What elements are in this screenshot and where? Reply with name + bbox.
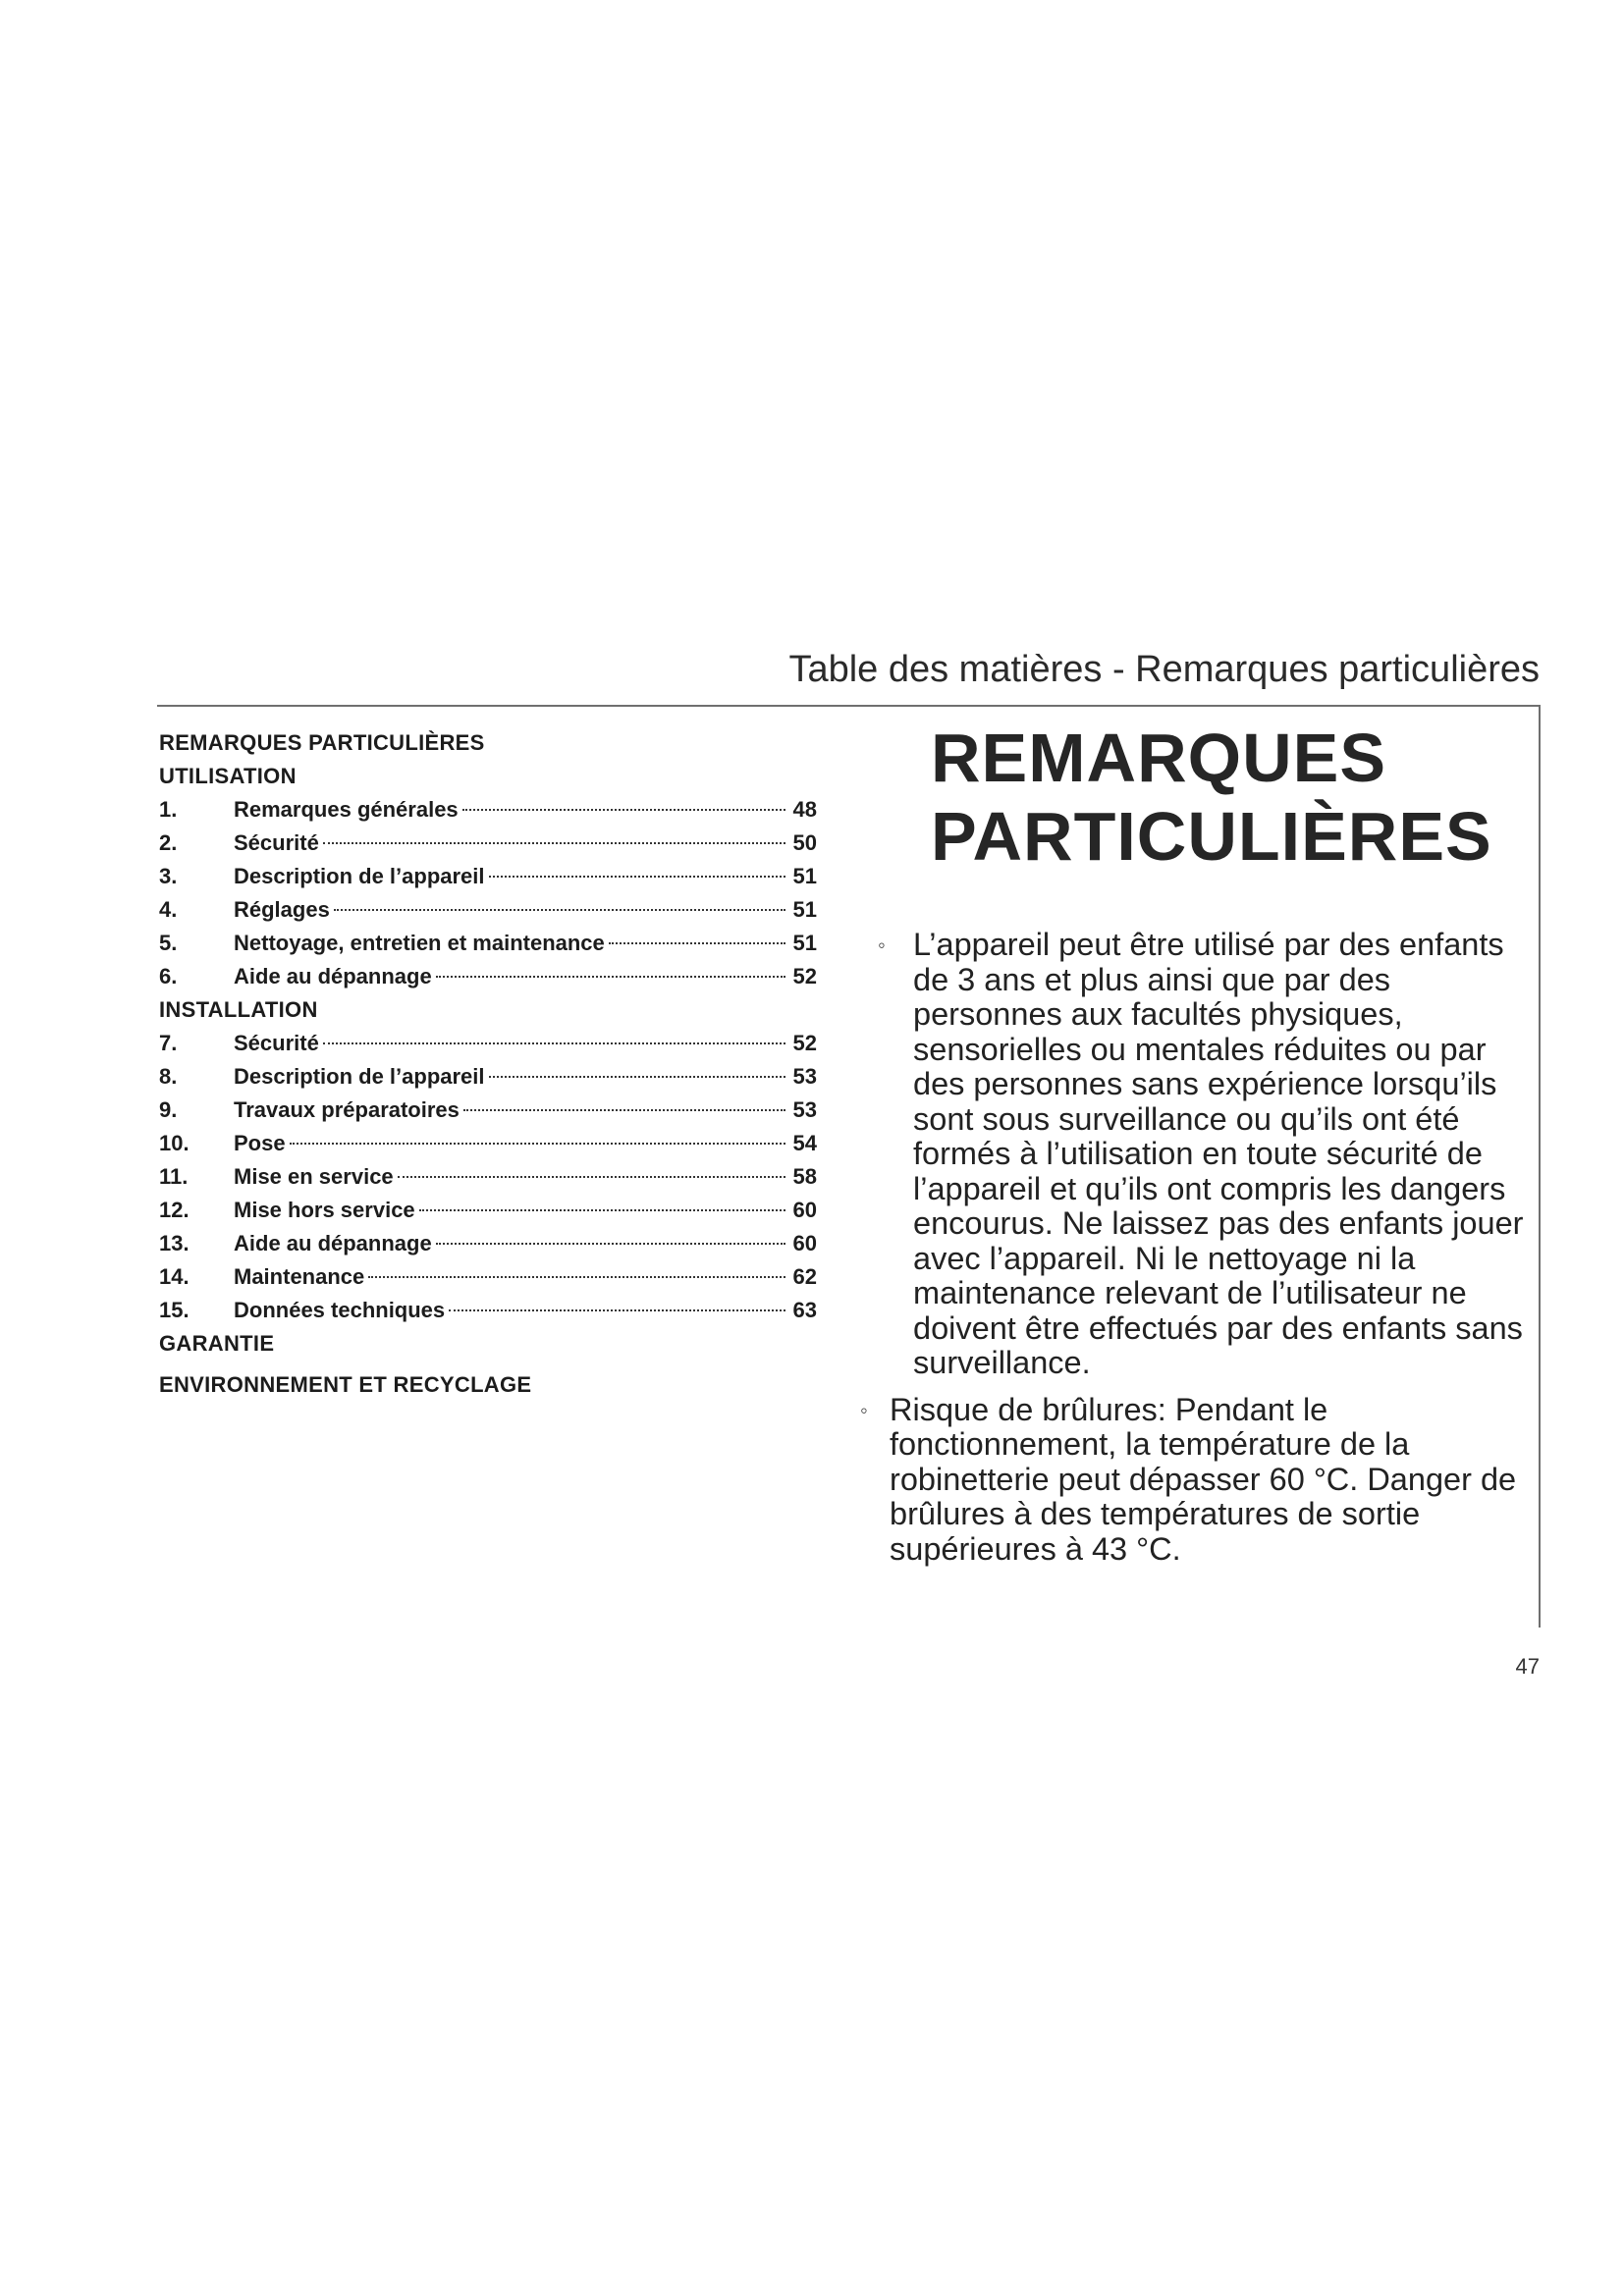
toc-entry-title: Nettoyage, entretien et maintenance — [234, 931, 605, 955]
page-header-title: Table des matières - Remarques particulières — [788, 649, 1540, 690]
toc-entry[interactable] — [159, 1027, 817, 1060]
toc-dot-leader — [489, 876, 785, 878]
toc-entry-page: 48 — [792, 797, 817, 822]
toc-entry-number: 7. — [159, 1031, 178, 1055]
toc-entry-title: Aide au dépannage — [234, 1231, 432, 1255]
toc-entry-title: Réglages — [234, 897, 330, 922]
toc-entry-number: 6. — [159, 964, 178, 988]
toc-section-heading[interactable]: INSTALLATION — [159, 997, 318, 1022]
toc-dot-leader — [368, 1276, 785, 1278]
toc-entry-page: 52 — [792, 964, 817, 988]
toc-entry-page: 58 — [792, 1164, 817, 1189]
bullet-circle-icon: ◦ — [878, 933, 886, 957]
toc-dot-leader — [334, 909, 785, 911]
section-title-line: REMARQUES — [931, 720, 1387, 796]
toc-entry[interactable] — [159, 927, 817, 960]
toc-entry-page: 52 — [792, 1031, 817, 1055]
toc-entry-title: Sécurité — [234, 830, 319, 855]
toc-entry-title: Travaux préparatoires — [234, 1097, 460, 1122]
toc-section-heading[interactable]: REMARQUES PARTICULIÈRES — [159, 730, 485, 755]
toc-entry-page: 54 — [792, 1131, 817, 1155]
toc-entry-title: Mise hors service — [234, 1198, 415, 1222]
toc-entry[interactable] — [159, 1127, 817, 1160]
toc-dot-leader — [449, 1309, 785, 1311]
toc-entry[interactable] — [159, 1260, 817, 1294]
toc-entry-page: 60 — [792, 1198, 817, 1222]
toc-entry-title: Mise en service — [234, 1164, 394, 1189]
toc-entry-title: Aide au dépannage — [234, 964, 432, 988]
remarks-list — [860, 928, 1538, 1578]
toc-dot-leader — [398, 1176, 785, 1178]
toc-entry[interactable] — [159, 1060, 817, 1094]
toc-entry[interactable] — [159, 1160, 817, 1194]
section-title — [931, 719, 1540, 876]
toc-dot-leader — [290, 1143, 785, 1145]
toc-entry-number: 11. — [159, 1164, 189, 1189]
section-title-line: PARTICULIÈRES — [931, 798, 1492, 875]
toc-entry-number: 13. — [159, 1231, 189, 1255]
toc-entry-page: 51 — [792, 864, 817, 888]
toc-entry-number: 3. — [159, 864, 178, 888]
toc-entry-page: 53 — [792, 1097, 817, 1122]
toc-dot-leader — [609, 942, 785, 944]
toc-entry-number: 4. — [159, 897, 178, 922]
toc-entry-title: Pose — [234, 1131, 286, 1155]
toc-entry-number: 2. — [159, 830, 178, 855]
toc-entry-number: 9. — [159, 1097, 178, 1122]
toc-entry-page: 53 — [792, 1064, 817, 1089]
toc-dot-leader — [462, 809, 785, 811]
toc-dot-leader — [489, 1076, 785, 1078]
toc-entry[interactable] — [159, 860, 817, 893]
toc-entry-title: Remarques générales — [234, 797, 459, 822]
remark-text: Risque de brûlures: Pendant le fonctionnement, la température de la robinetterie peut dépasser 60 °C. Danger de brûlures à des températures de sortie supérieures à 43 °C. — [890, 1391, 1517, 1567]
header-divider — [157, 705, 1540, 707]
toc-entry-page: 50 — [792, 830, 817, 855]
toc-entry-title: Données techniques — [234, 1298, 446, 1322]
toc-entry-page: 51 — [792, 931, 817, 955]
toc-section-heading[interactable]: UTILISATION — [159, 764, 297, 788]
toc-entry-title: Sécurité — [234, 1031, 319, 1055]
toc-entry-number: 10. — [159, 1131, 189, 1155]
toc-entry-page: 60 — [792, 1231, 817, 1255]
page-number: 47 — [1515, 1654, 1540, 1679]
toc-entry[interactable] — [159, 960, 817, 993]
toc-dot-leader — [436, 1243, 785, 1245]
toc-section-heading[interactable]: GARANTIE — [159, 1331, 275, 1356]
toc-entry-page: 51 — [792, 897, 817, 922]
toc-entry[interactable] — [159, 1194, 817, 1227]
toc-entry[interactable] — [159, 1094, 817, 1127]
toc-entry[interactable] — [159, 1294, 817, 1327]
toc-entry-number: 12. — [159, 1198, 189, 1222]
toc-entry-page: 62 — [792, 1264, 817, 1289]
toc-entry[interactable] — [159, 893, 817, 927]
remark-text: L’appareil peut être utilisé par des enfants de 3 ans et plus ainsi que par des personnes aux facultés physiques, sensorielles ou mentales réduites ou par des personnes sans expérience lorsqu’ils sont sous surveillance ou qu’ils ont été formés à l’utilisation en toute sécurité de l’appareil et qu’ils ont compris les dangers encourus. Ne laissez pas des enfants jouer avec l’appareil. Ni le nettoyage ni la maintenance relevant de l’utilisateur ne doivent être effectués par des enfants sans surveillance. — [913, 927, 1524, 1380]
toc-dot-leader — [419, 1209, 785, 1211]
toc-entry[interactable] — [159, 1227, 817, 1260]
toc-entry-number: 5. — [159, 931, 178, 955]
toc-dot-leader — [463, 1109, 785, 1111]
toc-entry-title: Description de l’appareil — [234, 864, 485, 888]
toc-dot-leader — [436, 976, 785, 978]
toc-entry-number: 14. — [159, 1264, 189, 1289]
toc-entry[interactable] — [159, 827, 817, 860]
toc-entry-page: 63 — [792, 1298, 817, 1322]
toc-entry-number: 15. — [159, 1298, 189, 1322]
toc-section-heading[interactable]: ENVIRONNEMENT ET RECYCLAGE — [159, 1372, 532, 1397]
toc-entry-number: 1. — [159, 797, 178, 822]
toc-entry-number: 8. — [159, 1064, 178, 1089]
toc-entry-title: Description de l’appareil — [234, 1064, 485, 1089]
bullet-circle-icon: ◦ — [860, 1397, 868, 1422]
toc-dot-leader — [323, 842, 785, 844]
remark-item — [860, 928, 1538, 1381]
toc-entry-title: Maintenance — [234, 1264, 365, 1289]
remark-item — [860, 1393, 1538, 1568]
table-of-contents — [159, 726, 817, 1402]
toc-entry[interactable] — [159, 793, 817, 827]
toc-dot-leader — [323, 1042, 785, 1044]
